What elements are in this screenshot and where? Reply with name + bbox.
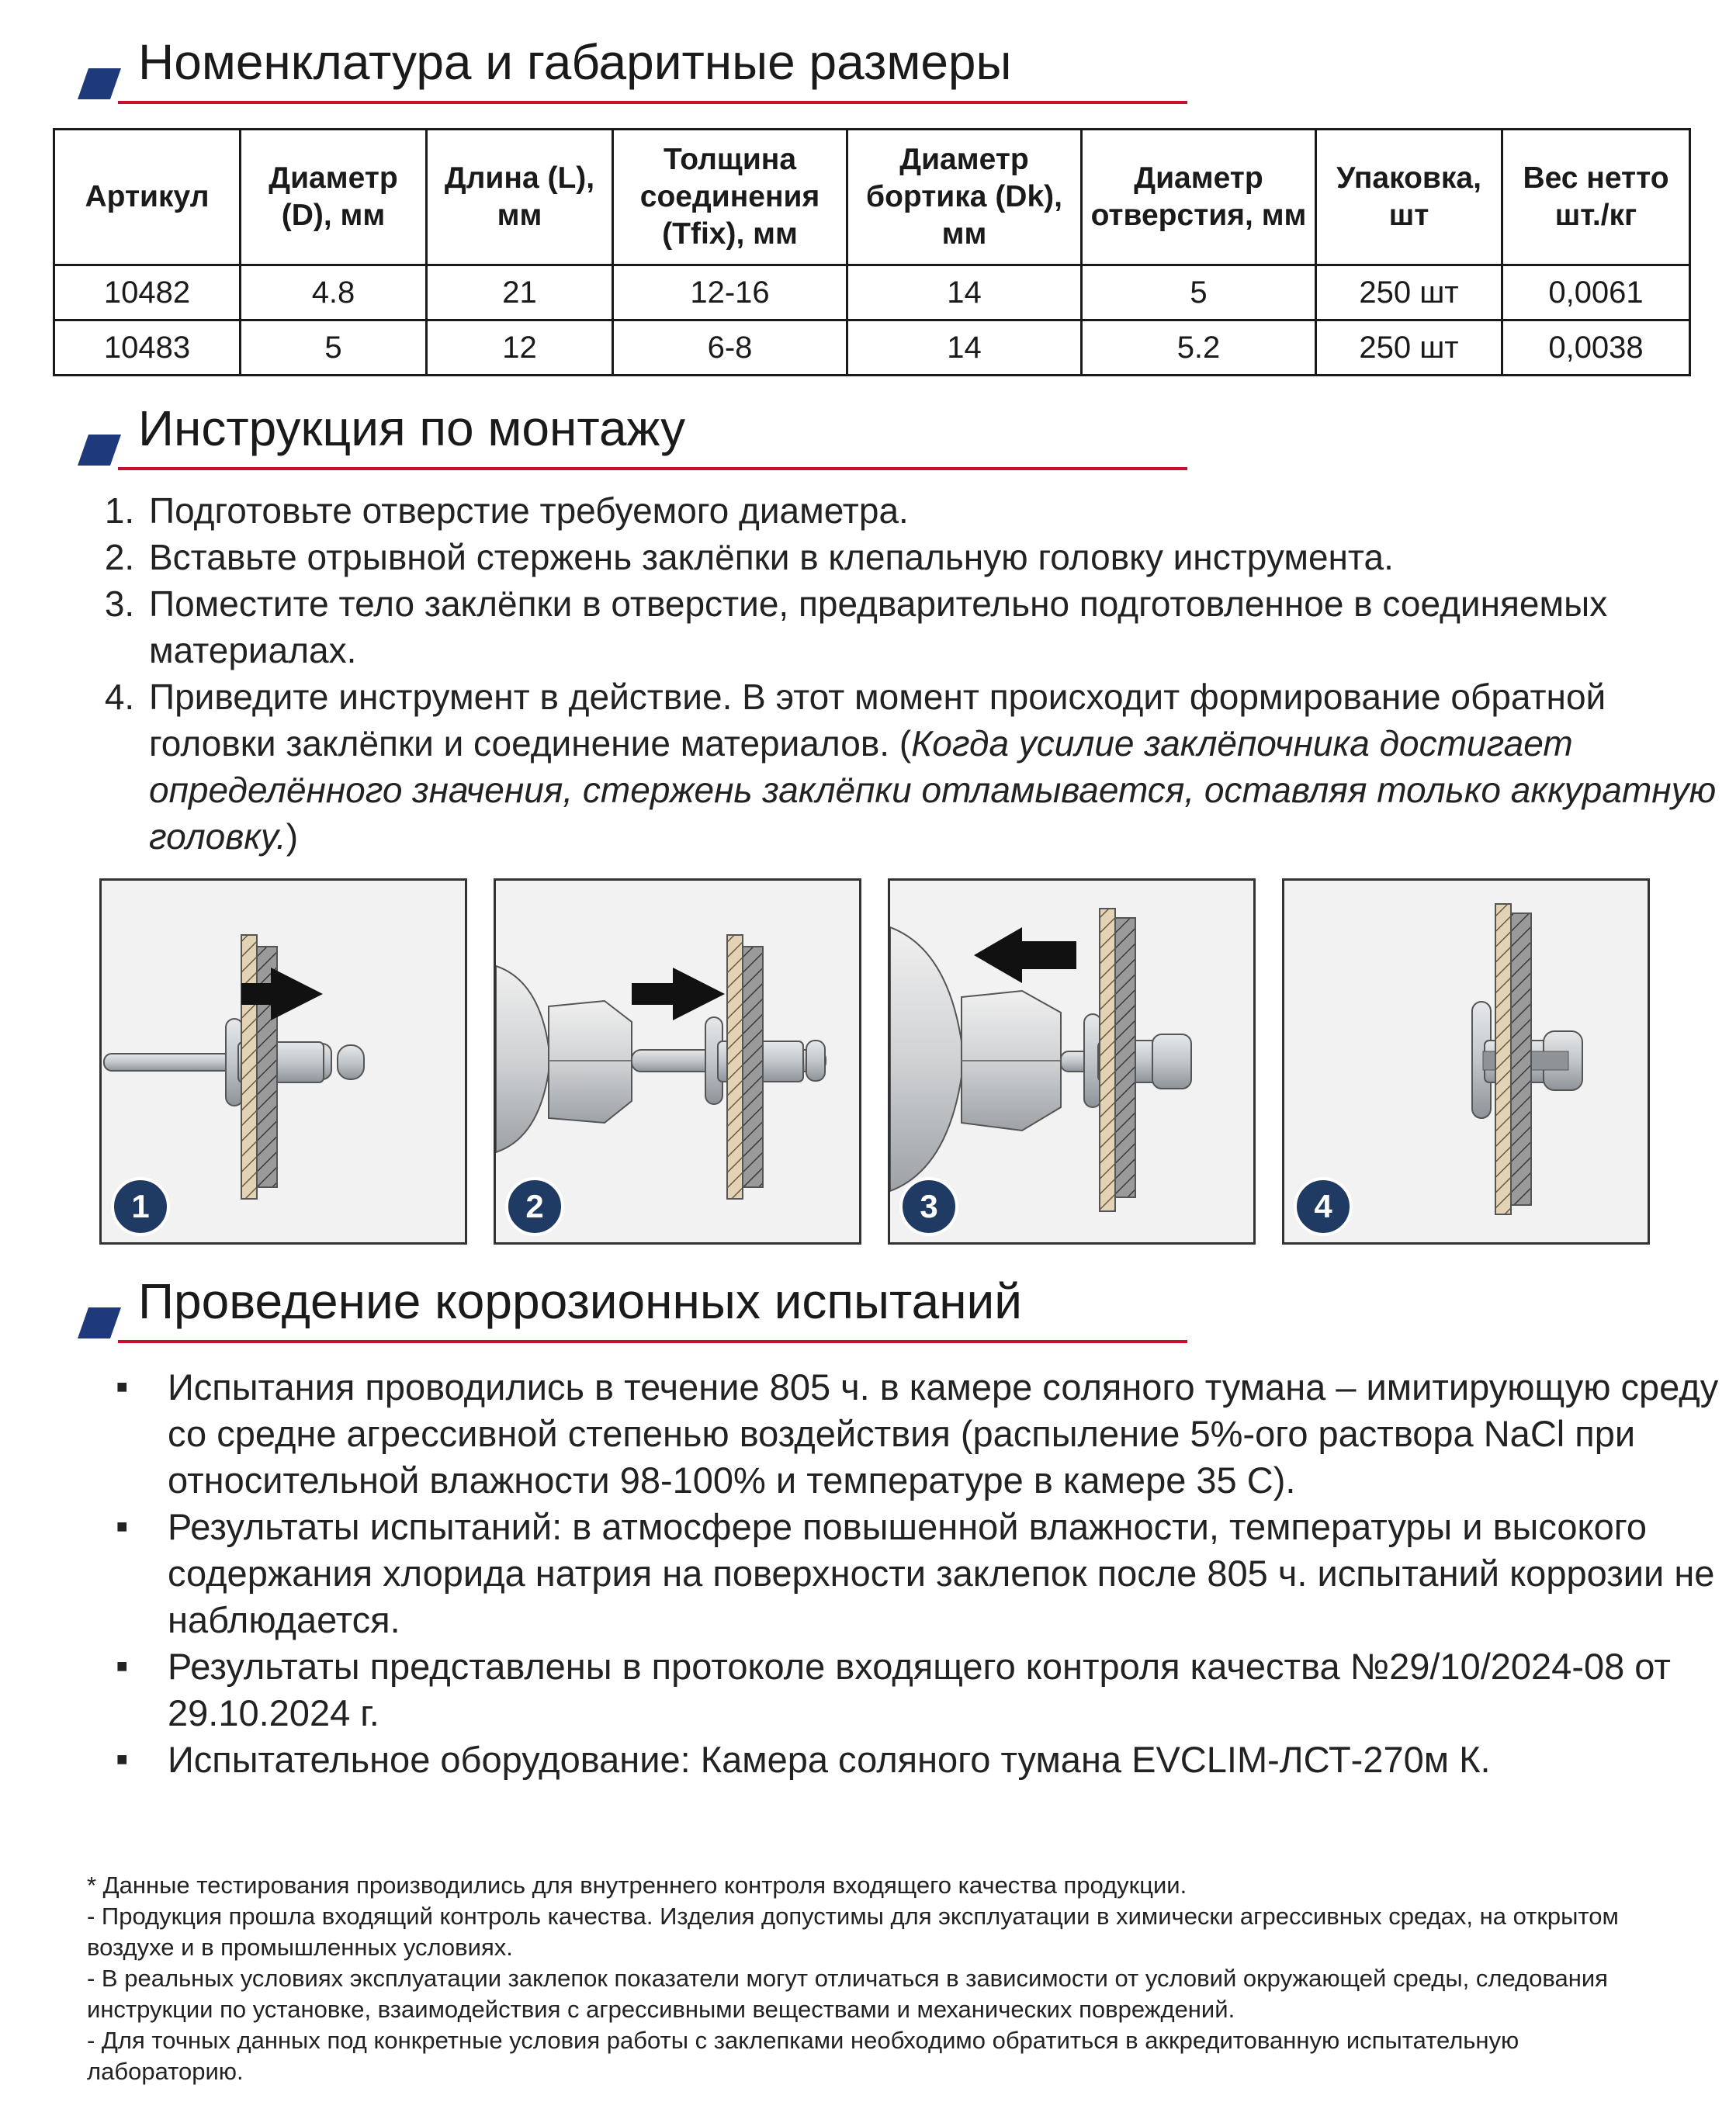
step-badge-number: 4 (1314, 1188, 1332, 1224)
illustration-step-1 (99, 878, 467, 1245)
step-note: Когда усилие заклёпочника достигает определённого значения, стержень заклёпки отламывается, оставляя только аккуратную головку. (149, 723, 1717, 857)
table-header-cell: Диаметр отверстия, мм (1082, 130, 1316, 265)
step-text: Вставьте отрывной стержень заклёпки в клепальную головку инструмента. (149, 537, 1394, 577)
table-cell: 0,0038 (1502, 320, 1690, 376)
table-cell: 14 (847, 320, 1082, 376)
section-rule (118, 101, 1187, 104)
table-cell: 5.2 (1082, 320, 1316, 376)
section-marker-icon (78, 1307, 121, 1338)
list-item: ■ Испытания проводились в течение 805 ч. в камере соляного тумана – имитирующую среду со средне агрессивной степенью воздействия (распыление 5%-ого раствора NaCl при относительной влажности 98-100% и температуре в камере 35 С). (168, 1364, 1736, 1504)
section-heading-installation (78, 397, 1187, 483)
table-cell: 10483 (54, 320, 241, 376)
step-badge-number: 2 (525, 1188, 544, 1224)
table-cell: 0,0061 (1502, 265, 1690, 320)
footnotes (87, 1870, 1662, 2087)
step-badge-number: 1 (131, 1188, 150, 1224)
table-cell: 5 (1082, 265, 1316, 320)
table-header-cell: Длина (L), мм (427, 130, 613, 265)
section-marker-icon (78, 68, 121, 99)
step-text: Приведите инструмент в действие. В этот момент происходит формирование обратной головки заклёпки и соединение материалов. ( (149, 677, 1606, 764)
step-text: Поместите тело заклёпки в отверстие, предварительно подготовленное в соединяемых материалах. (149, 584, 1608, 670)
section-title: Проведение коррозионных испытаний (138, 1273, 1023, 1329)
table-cell: 6-8 (613, 320, 847, 376)
table-cell: 4.8 (241, 265, 427, 320)
table-header-cell: Упаковка, шт (1316, 130, 1502, 265)
section-rule (118, 1340, 1187, 1343)
table-cell: 250 шт (1316, 265, 1502, 320)
step-text-close: ) (286, 816, 299, 857)
step-badge-icon (109, 1176, 172, 1238)
installation-illustrations (99, 878, 1651, 1248)
list-item: ■ Испытательное оборудование: Камера соляного тумана EVCLIM-ЛСТ-270м К. (168, 1737, 1736, 1783)
table-header-row (54, 130, 1690, 265)
table-header-cell: Толщина соединения (Tfix), мм (613, 130, 847, 265)
table-cell: 12-16 (613, 265, 847, 320)
spec-table (53, 128, 1691, 376)
footnote: - В реальных условиях эксплуатации заклепок показатели могут отличаться в зависимости от условий окружающей среды, следования инструкции по установке, взаимодействия с агрессивными веществами и механических повреждений. (87, 1965, 1608, 2023)
section-marker-icon (78, 435, 121, 466)
list-item: ■ Результаты представлены в протоколе входящего контроля качества №29/10/2024-08 от 29.10.2024 г. (168, 1643, 1736, 1737)
list-item (144, 674, 1735, 860)
table-cell: 12 (427, 320, 613, 376)
table-cell: 250 шт (1316, 320, 1502, 376)
list-item (144, 534, 1735, 580)
installation-steps (101, 487, 1735, 860)
step-badge-number: 3 (920, 1188, 938, 1224)
table-cell: 10482 (54, 265, 241, 320)
step-badge-icon (1292, 1176, 1354, 1238)
list-item (144, 580, 1735, 674)
section-title: Номенклатура и габаритные размеры (138, 34, 1012, 90)
footnote: - Продукция прошла входящий контроль качества. Изделия допустимы для эксплуатации в химически агрессивных средах, на открытом воздухе и в промышленных условиях. (87, 1903, 1619, 1961)
list-item (144, 487, 1735, 534)
table-cell: 21 (427, 265, 613, 320)
table-row (54, 265, 1690, 320)
step-text: Подготовьте отверстие требуемого диаметра. (149, 490, 909, 531)
table-header-cell: Диаметр бортика (Dk), мм (847, 130, 1082, 265)
step-badge-icon (504, 1176, 566, 1238)
section-heading-corrosion (78, 1270, 1187, 1356)
section-heading-nomenclature (78, 31, 1187, 116)
table-header-cell: Диаметр (D), мм (241, 130, 427, 265)
section-rule (118, 467, 1187, 470)
illustration-step-3 (888, 878, 1256, 1245)
table-row (54, 320, 1690, 376)
illustration-step-4 (1282, 878, 1650, 1245)
section-title: Инструкция по монтажу (138, 400, 686, 456)
list-item: ■ Результаты испытаний: в атмосфере повышенной влажности, температуры и высокого содержания хлорида натрия на поверхности заклепок после 805 ч. испытаний коррозии не наблюдается. (168, 1504, 1736, 1643)
table-header-cell: Вес нетто шт./кг (1502, 130, 1690, 265)
illustration-step-2 (494, 878, 861, 1245)
corrosion-results-list (116, 1364, 1736, 1783)
footnote: - Для точных данных под конкретные условия работы с заклепками необходимо обратиться в аккредитованную испытательную лабораторию. (87, 2027, 1519, 2085)
step-badge-icon (898, 1176, 960, 1238)
table-header-cell: Артикул (54, 130, 241, 265)
footnote: * Данные тестирования производились для внутреннего контроля входящего качества продукции. (87, 1872, 1187, 1899)
table-cell: 14 (847, 265, 1082, 320)
table-cell: 5 (241, 320, 427, 376)
